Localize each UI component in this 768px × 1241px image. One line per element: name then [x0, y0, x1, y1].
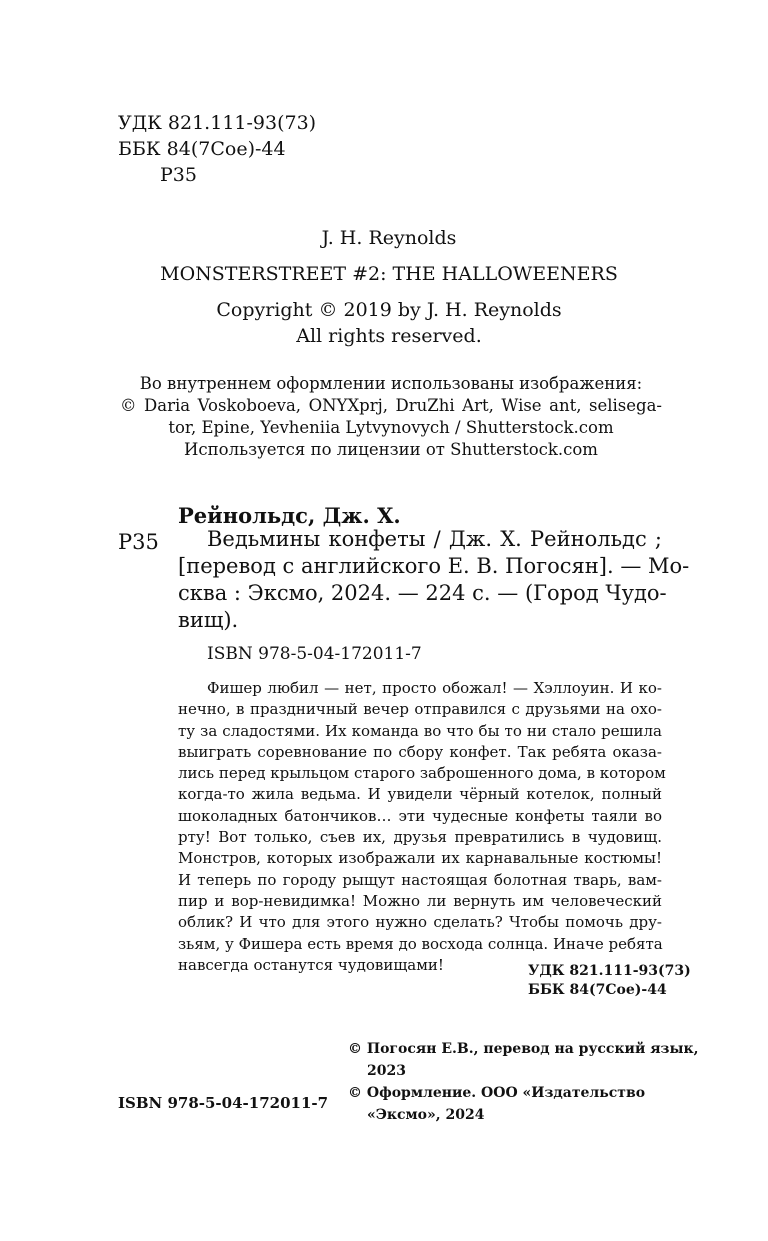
catalog-isbn: ISBN 978-5-04-172011-7	[207, 644, 422, 664]
annotation-line: выиграть соревнование по сбору конфет. Так ребята оказа-	[178, 742, 662, 761]
annotation-line: лись перед крыльцом старого заброшенного дома, в котором	[178, 764, 666, 783]
credits-line: Во внутреннем оформлении использованы изображения:	[139, 374, 643, 393]
header-codes	[118, 110, 316, 188]
credits-line: Используется по лицензии от Shutterstock.com	[184, 440, 598, 459]
design-copyright: © Оформление. ООО «Издательство	[348, 1085, 646, 1101]
catalog-author-heading: Рейнольдс, Дж. Х.	[178, 503, 401, 528]
footer-codes	[528, 962, 691, 1000]
annotation	[178, 678, 666, 976]
original-copyright: Copyright © 2019 by J. H. Reynolds	[216, 299, 562, 321]
footer-udk: УДК 821.111-93(73)	[528, 963, 691, 979]
copyrights	[348, 1038, 699, 1126]
translation-copyright: © Погосян Е.В., перевод на русский язык,	[348, 1041, 699, 1057]
annotation-line: ту за сладостями. Их команда во что бы то ни стало решила	[178, 721, 662, 740]
record-line: вищ).	[178, 608, 239, 632]
annotation-line: И теперь по городу рыщут настоящая болотная тварь, вам-	[178, 870, 662, 889]
record-line: Ведьмины конфеты / Дж. Х. Рейнольдс ;	[207, 527, 662, 551]
catalog-record	[178, 526, 690, 634]
annotation-line: нечно, в праздничный вечер отправился с друзьями на охо-	[178, 700, 662, 719]
annotation-line: Фишер любил — нет, просто обожал! — Хэллоуин. И ко-	[207, 679, 662, 697]
annotation-line: пир и вор-невидимка! Можно ли вернуть им человеческий	[178, 891, 662, 910]
original-title: MONSTERSTREET #2: THE HALLOWEENERS	[160, 263, 618, 285]
footer-bbk: ББК 84(7Сое)-44	[528, 982, 667, 998]
catalog-mark: Р35	[118, 530, 159, 554]
record-line: [перевод с английского Е. В. Погосян]. — Мо-	[178, 554, 690, 578]
design-copyright-year: «Эксмо», 2024	[367, 1107, 485, 1123]
annotation-line: Монстров, которых изображали их карнавальные костюмы!	[178, 849, 662, 868]
annotation-line: шоколадных батончиков… эти чудесные конфеты таяли во	[178, 806, 662, 825]
udk-code: УДК 821.111-93(73)	[118, 112, 317, 134]
annotation-line: облик? И что для этого нужно сделать? Чтобы помочь дру-	[178, 913, 662, 932]
annotation-line: навсегда останутся чудовищами!	[178, 955, 444, 974]
bbk-code: ББК 84(7Сое)-44	[118, 138, 286, 160]
isbn-bottom: ISBN 978-5-04-172011-7	[118, 1094, 329, 1112]
translation-copyright-year: 2023	[367, 1063, 406, 1079]
record-line: сква : Эксмо, 2024. — 224 с. — (Город Чудо-	[178, 581, 667, 605]
annotation-line: зьям, у Фишера есть время до восхода солнца. Иначе ребята	[178, 934, 663, 953]
image-credits	[120, 373, 662, 461]
original-author: J. H. Reynolds	[321, 227, 457, 249]
credits-line: tor, Epine, Yevheniia Lytvynovych / Shutterstock.com	[168, 418, 614, 437]
annotation-line: рту! Вот только, съев их, друзья превратились в чудовищ.	[178, 828, 662, 847]
annotation-line: когда-то жила ведьма. И увидели чёрный котелок, полный	[178, 785, 662, 804]
original-edition	[0, 225, 768, 349]
original-rights: All rights reserved.	[296, 325, 482, 347]
author-mark: Р35	[160, 164, 197, 186]
credits-line: © Daria Voskoboeva, ONYXprj, DruZhi Art, Wise ant, selisega-	[120, 396, 662, 415]
